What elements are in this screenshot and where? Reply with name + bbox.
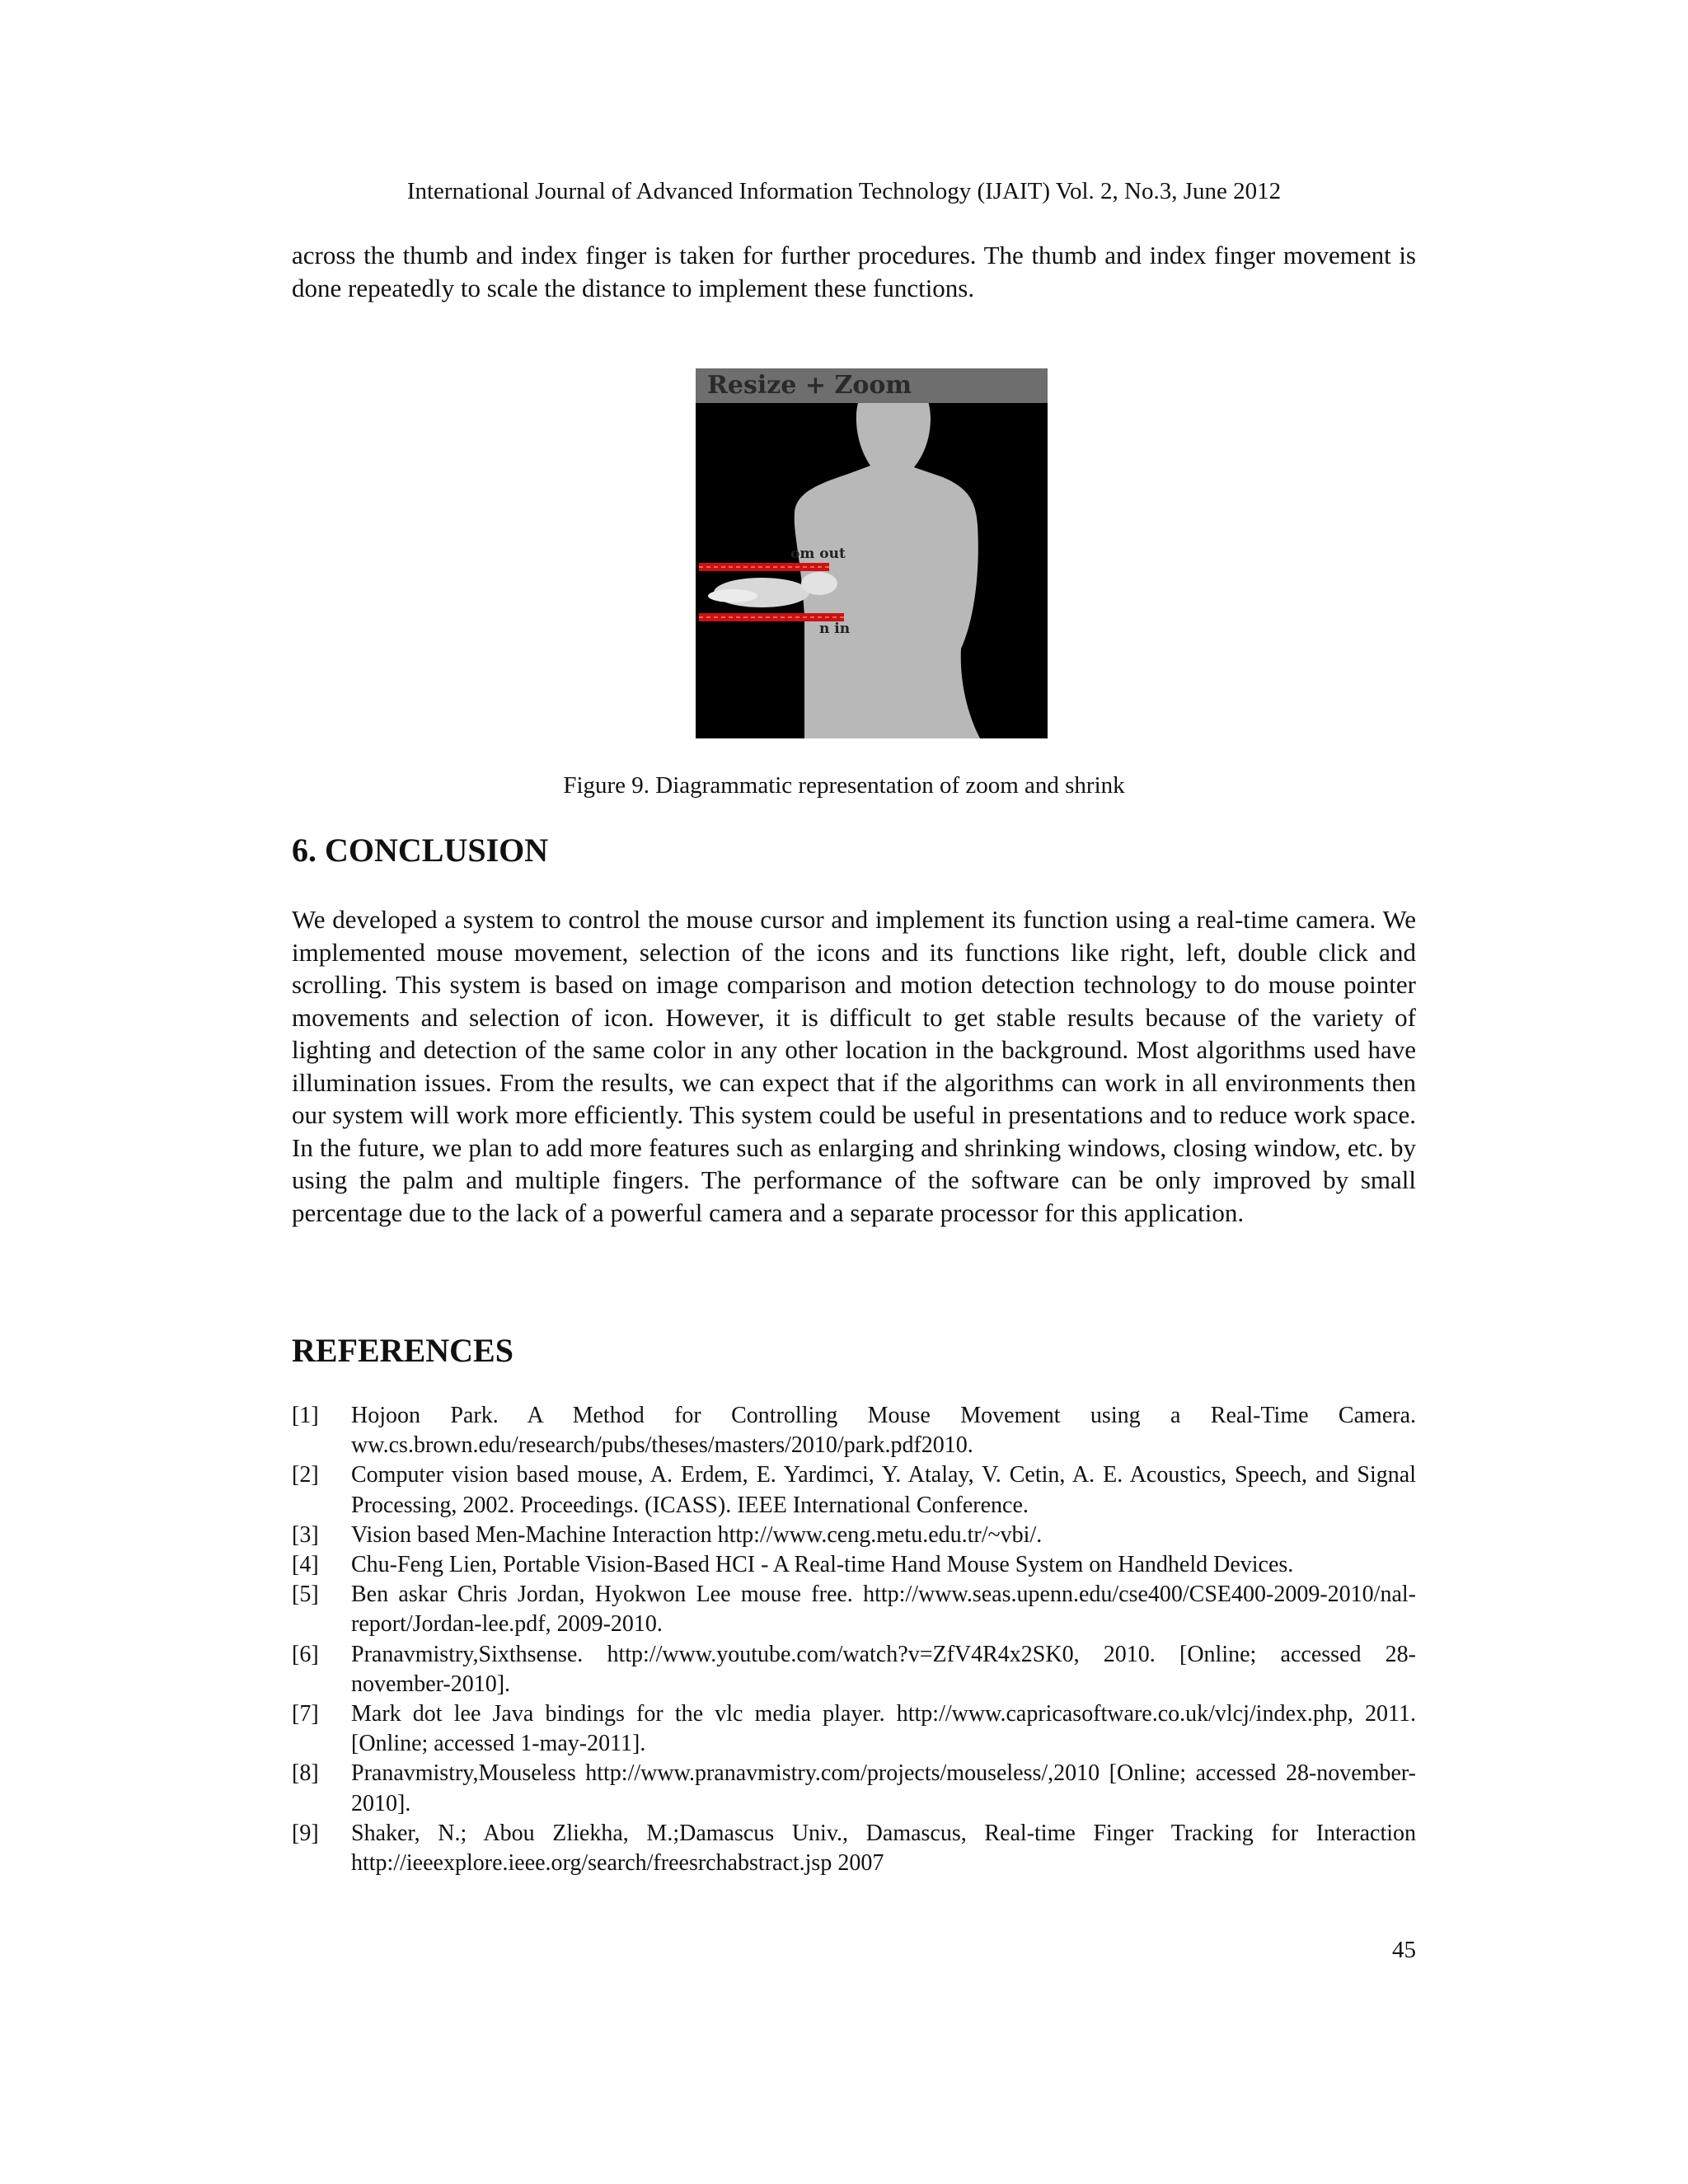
reference-number: [9] (292, 1820, 319, 1846)
reference-text: Shaker, N.; Abou Zliekha, M.;Damascus Univ., Damascus, Real-time Finger Tracking for Interaction http://ieeexplore.ieee.org/search/freesrchabstract.jsp 2007 (351, 1820, 1416, 1877)
figure-title: Resize + Zoom (696, 368, 1048, 403)
running-header: International Journal of Advanced Information Technology (IJAIT) Vol. 2, No.3, June 2012 (406, 178, 1282, 204)
reference-number: [3] (292, 1521, 319, 1548)
reference-item (292, 1819, 1416, 1878)
zoom-out-marker (699, 563, 829, 571)
silhouette-illustration (696, 368, 1048, 738)
reference-item (292, 1580, 1416, 1639)
figure-caption: Figure 9. Diagrammatic representation of zoom and shrink (563, 772, 1125, 799)
reference-text: Hojoon Park. A Method for Controlling Mouse Movement using a Real-Time Camera. ww.cs.brown.edu/research/pubs/theses/masters/2010/park.pdf2010. (351, 1403, 1416, 1459)
reference-number: [4] (292, 1552, 319, 1578)
figure-zoom-image (696, 368, 1048, 738)
reference-number: [1] (292, 1403, 319, 1428)
reference-number: [7] (292, 1701, 319, 1727)
reference-item (292, 1460, 1416, 1520)
reference-item (292, 1521, 1416, 1550)
reference-text: Computer vision based mouse, A. Erdem, E. Yardimci, Y. Atalay, V. Cetin, A. E. Acoustics, Speech, and Signal Processing, 2002. Proceedings. (ICASS). IEEE International Conference. (351, 1462, 1416, 1518)
zoom-out-label: om out (790, 546, 846, 562)
page-number: 45 (1392, 1937, 1416, 1963)
references-heading: REFERENCES (292, 1332, 513, 1369)
reference-number: [8] (292, 1760, 319, 1787)
references-list (292, 1401, 1416, 1878)
reference-item (292, 1640, 1416, 1699)
reference-item (292, 1699, 1416, 1759)
reference-item (292, 1401, 1416, 1460)
conclusion-heading: 6. CONCLUSION (292, 832, 549, 869)
reference-item (292, 1550, 1416, 1580)
conclusion-paragraph: We developed a system to control the mouse cursor and implement its function using a real-time camera. We implemented mouse movement, selection of the icons and its functions like right, left, double click and scrolling. This system is based on image comparison and motion detection technology to do mouse pointer movements and selection of icon. However, it is difficult to get stable results because of the variety of lighting and detection of the same color in any other location in the background. Most algorithms used have illumination issues. From the results, we can expect that if the algorithms can work in all environments then our system will work more efficiently. This system could be useful in presentations and to reduce work space. In the future, we plan to add more features such as enlarging and shrinking windows, closing window, etc. by using the palm and multiple fingers. The performance of the software can be only improved by small percentage due to the lack of a powerful camera and a separate processor for this application. (292, 905, 1416, 1227)
reference-number: [2] (292, 1462, 319, 1488)
reference-number: [6] (292, 1641, 319, 1667)
reference-text: Pranavmistry,Sixthsense. http://www.youtube.com/watch?v=ZfV4R4x2SK0, 2010. [Online; accessed 28-november-2010]. (351, 1641, 1416, 1697)
reference-item (292, 1759, 1416, 1818)
zoom-in-label: n in (819, 621, 851, 637)
intro-paragraph: across the thumb and index finger is taken for further procedures. The thumb and index finger movement is done repeatedly to scale the distance to implement these functions. (292, 241, 1416, 302)
reference-text: Vision based Men-Machine Interaction http://www.ceng.metu.edu.tr/~vbi/. (351, 1521, 1043, 1548)
reference-text: Pranavmistry,Mouseless http://www.pranavmistry.com/projects/mouseless/,2010 [Online; accessed 28-november-2010]. (351, 1760, 1416, 1816)
reference-number: [5] (292, 1582, 319, 1608)
reference-text: Mark dot lee Java bindings for the vlc media player. http://www.capricasoftware.co.uk/vlcj/index.php, 2011. [Online; accessed 1-may-2011]. (351, 1701, 1416, 1757)
reference-text: Ben askar Chris Jordan, Hyokwon Lee mouse free. http://www.seas.upenn.edu/cse400/CSE400-2009-2010/nal-report/Jordan-lee.pdf, 2009-2010. (351, 1582, 1416, 1638)
reference-text: Chu-Feng Lien, Portable Vision-Based HCI - A Real-time Hand Mouse System on Handheld Devices. (351, 1552, 1294, 1578)
